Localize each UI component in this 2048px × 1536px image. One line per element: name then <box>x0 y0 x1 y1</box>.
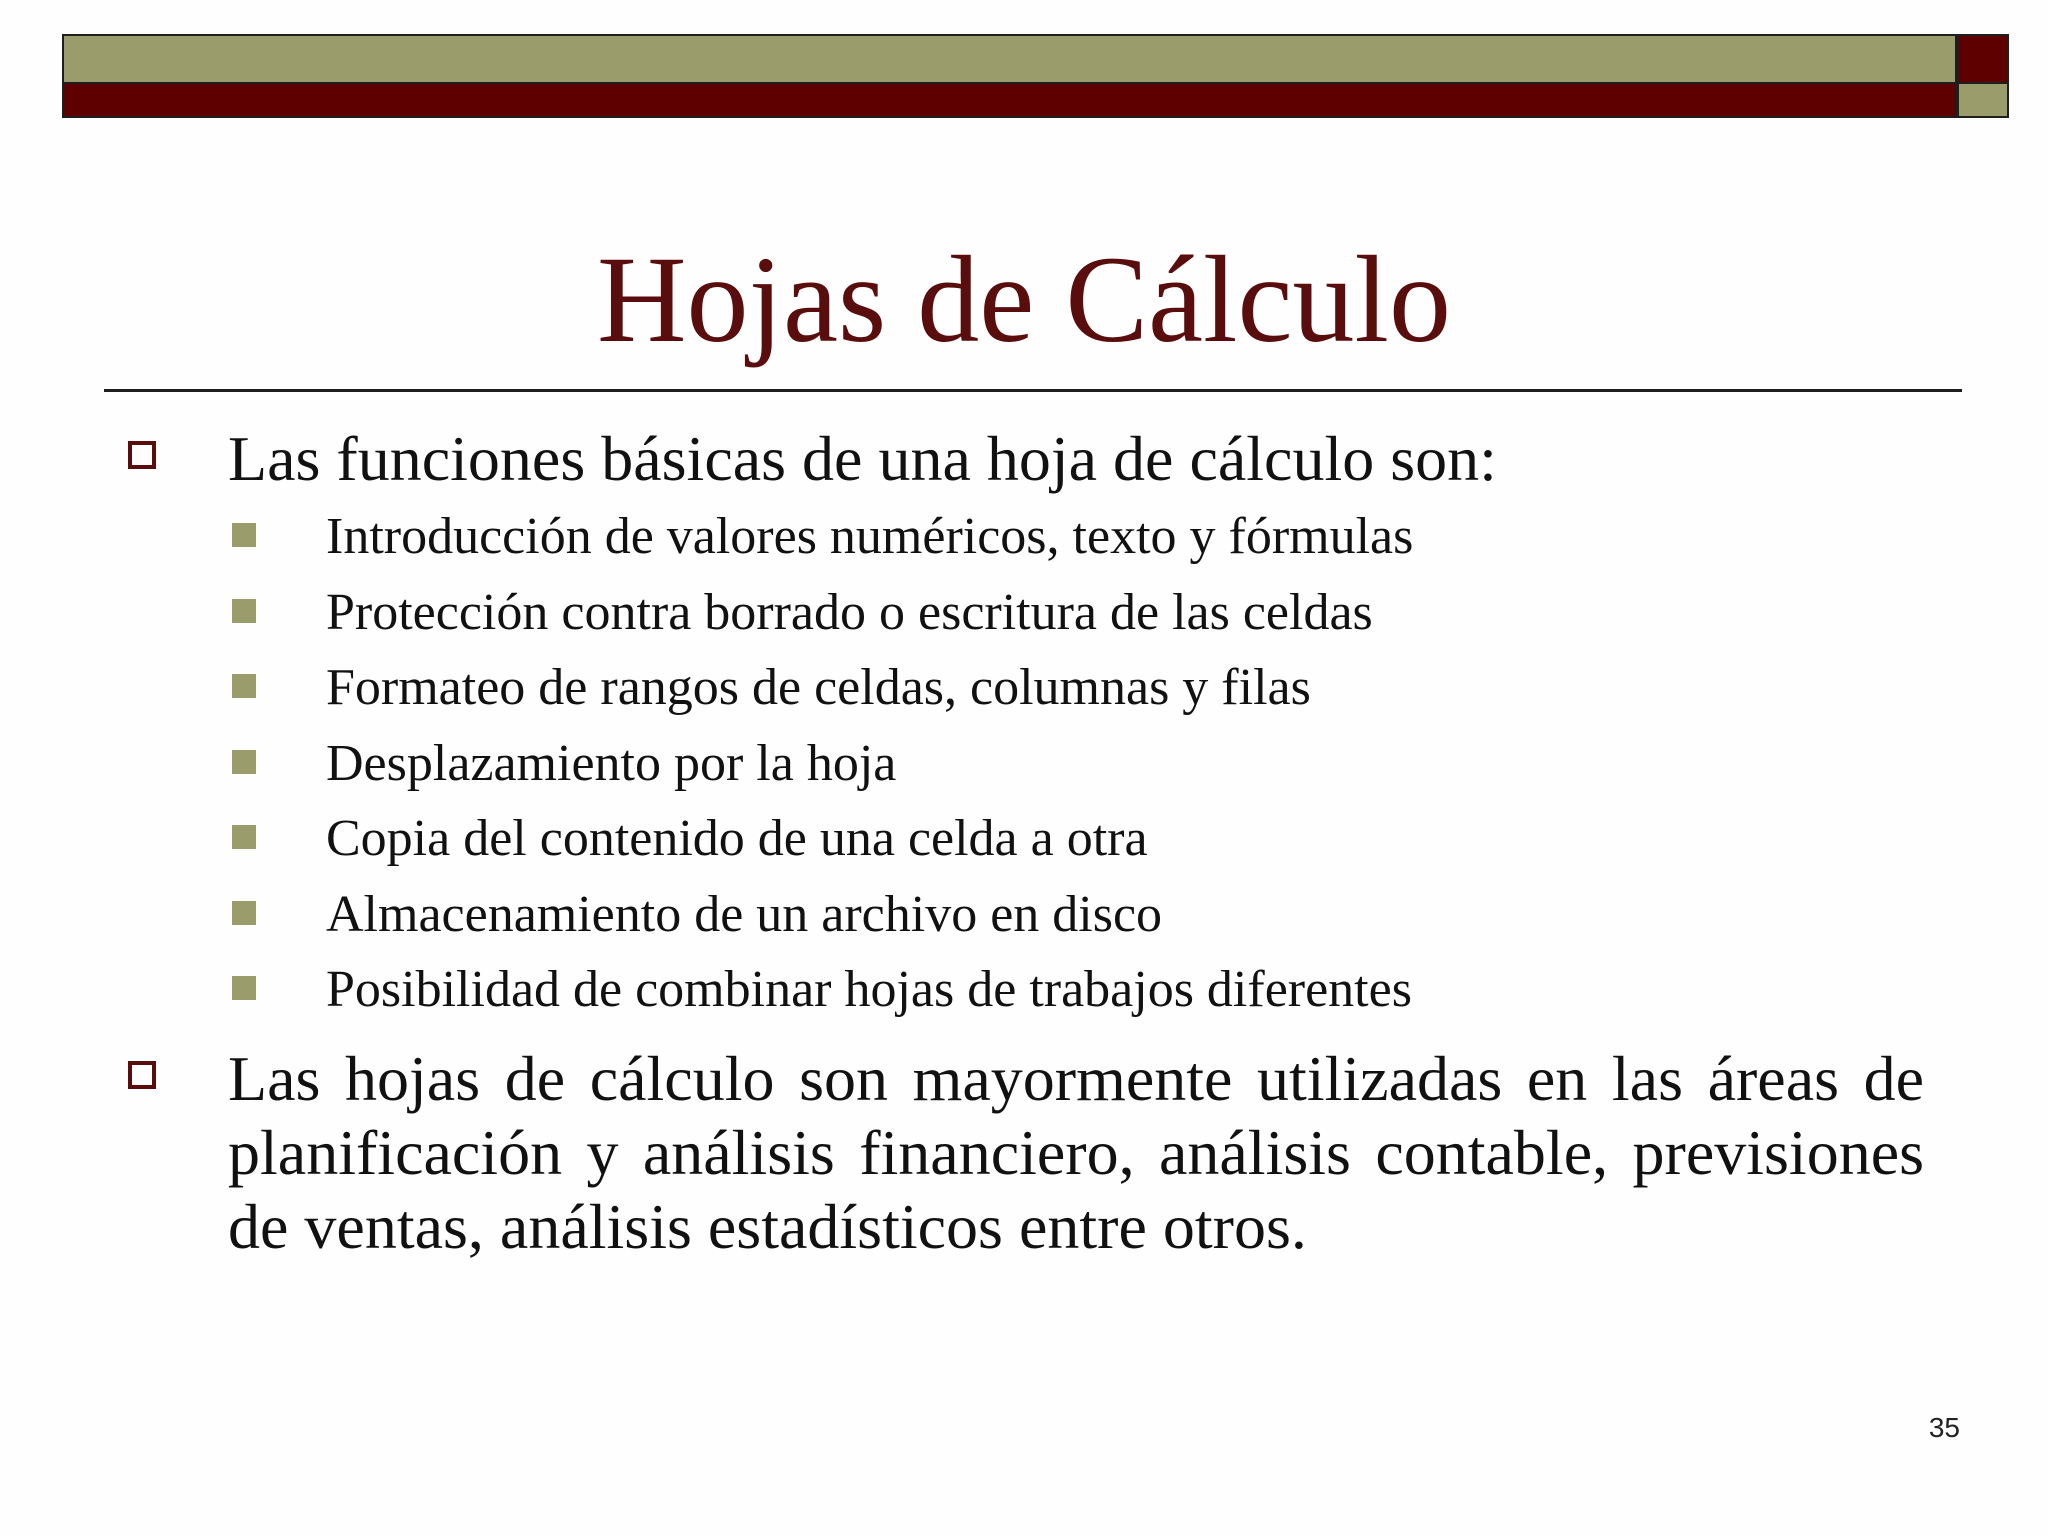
filled-square-icon <box>232 523 256 547</box>
list-item-text: Copia del contenido de una celda a otra <box>326 810 1148 867</box>
header-bar-olive <box>62 34 1957 84</box>
hollow-square-icon <box>128 441 156 469</box>
filled-square-icon <box>232 901 256 925</box>
filled-square-icon <box>232 674 256 698</box>
list-item-text: Desplazamiento por la hoja <box>326 734 897 792</box>
page-number: 35 <box>1928 1412 1960 1443</box>
filled-square-icon <box>232 750 256 774</box>
filled-square-icon <box>232 599 256 623</box>
list-item-text: Protección contra borrado o escritura de las celdas <box>326 583 1373 641</box>
title-divider <box>104 389 1962 392</box>
list-item <box>232 883 1832 959</box>
sub-bullet-list <box>232 505 1832 1034</box>
hollow-square-icon <box>128 1061 156 1089</box>
list-item <box>232 581 1832 657</box>
slide-title: Hojas de Cálculo <box>596 231 1451 368</box>
list-item-text: Almacenamiento de un archivo en disco <box>326 885 1163 943</box>
filled-square-icon <box>232 825 256 849</box>
list-item <box>232 732 1832 808</box>
list-item <box>232 505 1832 581</box>
list-item <box>232 958 1832 1034</box>
bullet-functions-intro: Las funciones básicas de una hoja de cálculo son: <box>228 423 1497 494</box>
list-item-text: Formateo de rangos de celdas, columnas y filas <box>326 659 1311 716</box>
list-item-text: Posibilidad de combinar hojas de trabajos diferentes <box>326 961 1412 1018</box>
header-corner-olive <box>1957 84 2009 118</box>
list-item <box>232 656 1832 732</box>
header-bar-maroon <box>62 84 1957 118</box>
list-item <box>232 807 1832 883</box>
bullet-usage-areas: Las hojas de cálculo son mayormente utilizadas en las áreas de planificación y análisis financiero, análisis contable, previsiones de ventas, análisis estadísticos entre otros. <box>228 1043 1924 1262</box>
header-corner-maroon <box>1957 34 2009 84</box>
filled-square-icon <box>232 976 256 1000</box>
list-item-text: Introducción de valores numéricos, texto y fórmulas <box>326 508 1414 565</box>
